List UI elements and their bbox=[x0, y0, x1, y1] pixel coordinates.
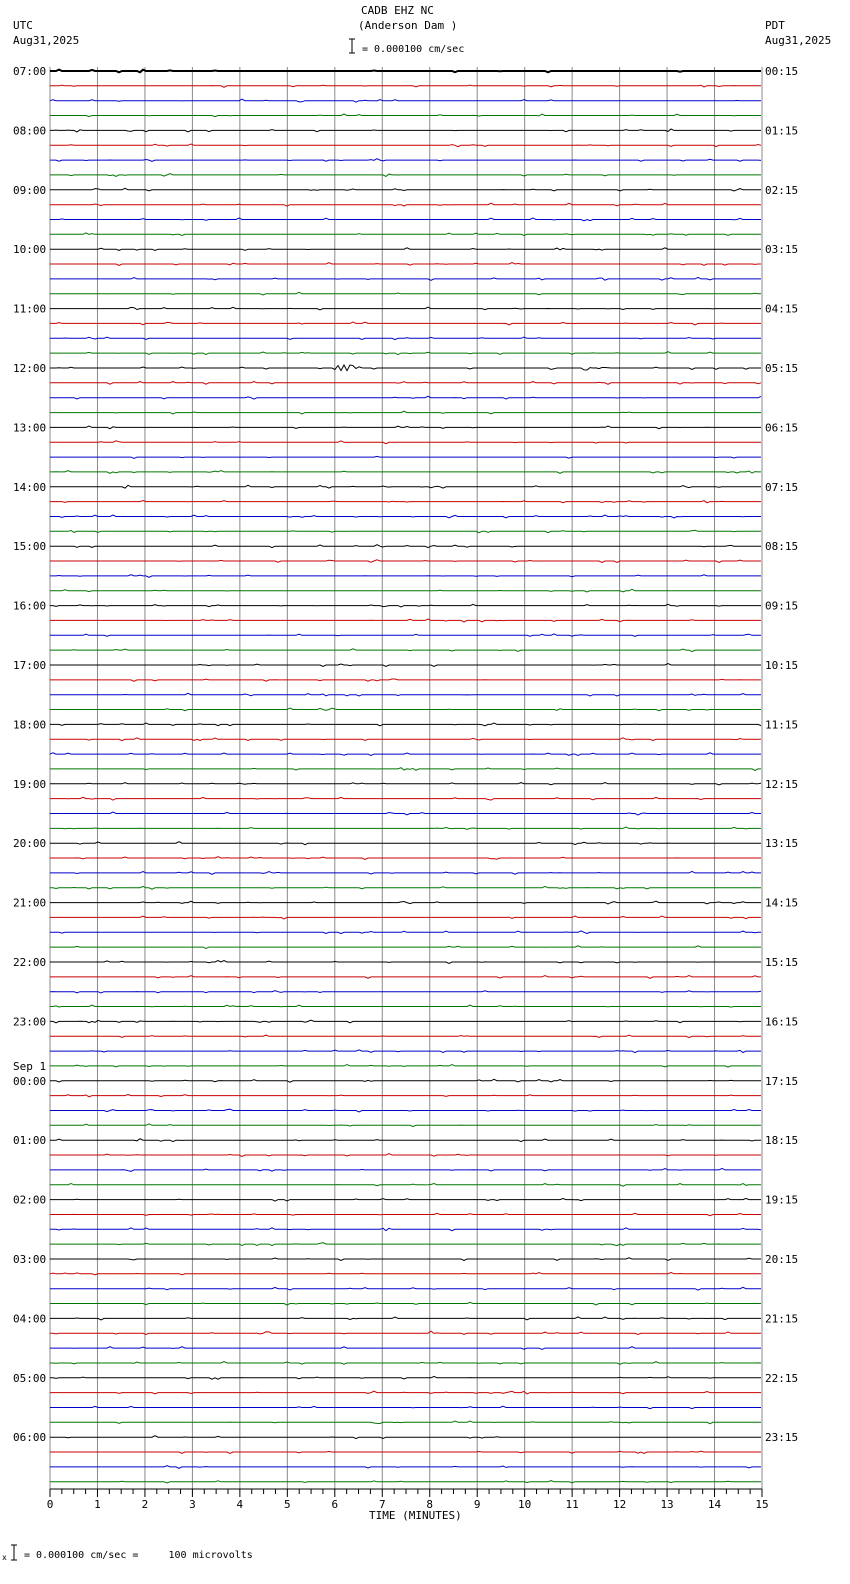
hour-label-pdt: 00:15 bbox=[765, 65, 799, 78]
trace-row bbox=[50, 307, 761, 310]
trace-row bbox=[50, 1347, 761, 1350]
hour-label-pdt: 09:15 bbox=[765, 599, 799, 613]
trace-row bbox=[50, 1436, 761, 1439]
hour-label-utc: 03:00 bbox=[13, 1253, 47, 1266]
trace-row bbox=[50, 1406, 761, 1409]
trace-row bbox=[50, 277, 761, 280]
trace-row bbox=[50, 1005, 761, 1007]
pdt-label: PDT bbox=[765, 19, 785, 32]
trace-row bbox=[50, 1391, 761, 1394]
trace-row bbox=[50, 649, 761, 652]
trace-row bbox=[50, 114, 761, 117]
trace-row bbox=[50, 382, 761, 385]
hour-label-utc: 05:00 bbox=[13, 1371, 47, 1385]
footer-marker: x bbox=[2, 1553, 7, 1562]
trace-row bbox=[50, 545, 761, 548]
trace-row bbox=[50, 797, 761, 800]
hour-label-pdt: 14:15 bbox=[765, 896, 799, 910]
trace-row bbox=[50, 1317, 761, 1320]
trace-row bbox=[50, 1376, 761, 1379]
hour-label-pdt: 05:15 bbox=[765, 362, 799, 375]
trace-row bbox=[50, 604, 761, 607]
hour-label-pdt: 22:15 bbox=[765, 1371, 799, 1385]
hour-label-utc: 19:00 bbox=[13, 777, 47, 791]
hour-label-utc: 10:00 bbox=[13, 243, 47, 257]
hour-label-utc: 22:00 bbox=[13, 956, 47, 969]
trace-row bbox=[50, 485, 761, 488]
x-tick-label: 2 bbox=[141, 1498, 149, 1511]
trace-row bbox=[50, 1481, 761, 1483]
trace-row bbox=[50, 886, 761, 889]
trace-row bbox=[50, 991, 761, 993]
trace-row bbox=[50, 931, 761, 934]
x-tick-label: 5 bbox=[284, 1498, 291, 1511]
hour-label-utc: 21:00 bbox=[13, 896, 47, 910]
footer-scale-bar-icon bbox=[10, 1544, 18, 1562]
trace-row bbox=[50, 1020, 761, 1023]
hour-label-utc: 20:00 bbox=[13, 837, 47, 851]
pdt-date: Aug31,2025 bbox=[765, 34, 832, 47]
trace-row bbox=[50, 753, 761, 756]
trace-row bbox=[50, 233, 761, 236]
trace-row bbox=[50, 1198, 761, 1201]
hour-label-pdt: 12:15 bbox=[765, 777, 799, 791]
x-tick-label: 14 bbox=[707, 1498, 722, 1511]
footer-scale-note: = 0.000100 cm/sec = 100 microvolts bbox=[24, 1550, 253, 1561]
hour-label-utc: 04:00 bbox=[13, 1312, 47, 1326]
x-tick-label: 13 bbox=[660, 1498, 674, 1511]
trace-row bbox=[50, 842, 761, 845]
hour-label-pdt: 08:15 bbox=[765, 540, 799, 554]
hour-label-pdt: 20:15 bbox=[765, 1253, 799, 1266]
hour-label-pdt: 10:15 bbox=[765, 659, 799, 672]
trace-row bbox=[50, 723, 761, 726]
trace-row bbox=[50, 188, 761, 191]
hour-label-pdt: 19:15 bbox=[765, 1193, 799, 1207]
trace-row bbox=[50, 159, 761, 162]
trace-row bbox=[50, 396, 761, 399]
hour-label-utc: 00:00 bbox=[13, 1074, 47, 1088]
trace-row bbox=[50, 1243, 761, 1246]
trace-row bbox=[50, 203, 761, 206]
x-tick-label: 9 bbox=[473, 1498, 481, 1511]
trace-row bbox=[50, 589, 761, 592]
trace-row bbox=[50, 575, 761, 578]
trace-row bbox=[50, 857, 761, 860]
trace-row bbox=[50, 1272, 761, 1274]
hour-label-utc: 09:00 bbox=[13, 183, 47, 197]
hour-label-pdt: 04:15 bbox=[765, 302, 799, 316]
hour-label-utc: 08:00 bbox=[13, 124, 47, 138]
hour-label-pdt: 01:15 bbox=[765, 124, 799, 138]
day-change-label: Sep 1 bbox=[13, 1059, 47, 1073]
trace-row bbox=[50, 501, 761, 503]
hour-label-utc: 12:00 bbox=[13, 362, 47, 375]
x-tick-label: 1 bbox=[94, 1498, 101, 1511]
trace-row bbox=[50, 1287, 761, 1290]
x-tick-label: 8 bbox=[426, 1498, 434, 1511]
trace-row bbox=[50, 812, 761, 815]
trace-row bbox=[50, 976, 761, 979]
trace-row bbox=[50, 1168, 761, 1171]
trace-row bbox=[50, 263, 761, 266]
hour-label-pdt: 15:15 bbox=[765, 956, 799, 969]
hour-label-pdt: 23:15 bbox=[765, 1431, 799, 1445]
x-tick-label: 3 bbox=[189, 1498, 196, 1511]
hour-label-pdt: 03:15 bbox=[765, 243, 799, 257]
trace-row bbox=[50, 99, 761, 102]
trace-row bbox=[50, 352, 761, 355]
hour-label-utc: 11:00 bbox=[13, 302, 47, 316]
hour-label-pdt: 18:15 bbox=[765, 1134, 799, 1148]
trace-row bbox=[50, 218, 761, 221]
hour-label-utc: 18:00 bbox=[13, 718, 47, 732]
trace-row bbox=[50, 530, 761, 532]
x-tick-label: 12 bbox=[612, 1498, 627, 1511]
trace-row bbox=[50, 1095, 761, 1097]
x-tick-label: 10 bbox=[518, 1498, 532, 1511]
trace-row bbox=[50, 174, 761, 177]
trace-row bbox=[50, 738, 761, 741]
trace-row bbox=[50, 248, 761, 251]
trace-row bbox=[50, 679, 761, 681]
trace-row bbox=[50, 1331, 761, 1334]
trace-row bbox=[50, 1050, 761, 1053]
trace-row bbox=[50, 961, 761, 964]
trace-row bbox=[50, 1035, 761, 1038]
trace-row bbox=[50, 1154, 761, 1157]
trace-row bbox=[50, 1302, 761, 1305]
trace-row bbox=[50, 322, 761, 325]
hour-label-utc: 06:00 bbox=[13, 1431, 47, 1445]
trace-row bbox=[50, 1258, 761, 1261]
trace-row bbox=[50, 337, 761, 339]
x-tick-label: 0 bbox=[46, 1498, 54, 1511]
trace-row bbox=[50, 916, 761, 919]
trace-row bbox=[50, 441, 761, 444]
trace-row bbox=[50, 901, 761, 904]
trace-row bbox=[50, 634, 761, 636]
trace-row bbox=[50, 560, 761, 563]
trace-row bbox=[50, 664, 761, 667]
hour-label-utc: 07:00 bbox=[13, 65, 47, 78]
trace-row bbox=[50, 515, 761, 518]
hour-label-pdt: 16:15 bbox=[765, 1015, 799, 1029]
trace-row bbox=[50, 1228, 761, 1231]
trace-row bbox=[50, 1109, 761, 1112]
trace-row bbox=[50, 1213, 761, 1215]
trace-row bbox=[50, 946, 761, 949]
hour-label-utc: 01:00 bbox=[13, 1134, 47, 1148]
trace-row bbox=[50, 1184, 761, 1187]
hour-label-pdt: 17:15 bbox=[765, 1074, 799, 1088]
trace-row bbox=[50, 85, 761, 87]
x-tick-label: 11 bbox=[565, 1498, 579, 1511]
hour-label-utc: 14:00 bbox=[13, 480, 47, 494]
trace-row bbox=[50, 144, 761, 147]
hour-label-pdt: 11:15 bbox=[765, 718, 799, 732]
hour-label-pdt: 02:15 bbox=[765, 183, 799, 197]
station-title: CADB EHZ NC bbox=[361, 4, 434, 17]
hour-label-pdt: 13:15 bbox=[765, 837, 799, 851]
trace-row bbox=[50, 783, 761, 785]
scale-label: = 0.000100 cm/sec bbox=[362, 44, 465, 55]
hour-label-pdt: 07:15 bbox=[765, 480, 799, 494]
trace-row bbox=[50, 768, 761, 771]
hour-label-pdt: 06:15 bbox=[765, 421, 799, 435]
trace-row bbox=[50, 70, 761, 73]
trace-row bbox=[50, 1065, 761, 1068]
hour-label-utc: 15:00 bbox=[13, 540, 47, 554]
trace-row bbox=[50, 1362, 761, 1365]
trace-row bbox=[50, 1421, 761, 1424]
trace-row bbox=[50, 471, 761, 474]
trace-row bbox=[50, 411, 761, 414]
trace-row bbox=[50, 871, 761, 874]
x-tick-label: 6 bbox=[331, 1498, 339, 1511]
trace-row bbox=[50, 1079, 761, 1082]
x-tick-label: 15 bbox=[755, 1498, 769, 1511]
hour-label-utc: 23:00 bbox=[13, 1015, 47, 1029]
trace-row bbox=[50, 365, 761, 371]
trace-row bbox=[50, 129, 761, 132]
utc-label: UTC bbox=[13, 19, 33, 32]
trace-row bbox=[50, 1124, 761, 1127]
trace-row bbox=[50, 1139, 761, 1142]
hour-label-utc: 17:00 bbox=[13, 659, 47, 672]
x-tick-label: 7 bbox=[378, 1498, 386, 1511]
hour-label-pdt: 21:15 bbox=[765, 1312, 799, 1326]
trace-row bbox=[50, 292, 761, 295]
hour-label-utc: 13:00 bbox=[13, 421, 47, 435]
x-tick-label: 4 bbox=[236, 1498, 244, 1511]
hour-label-utc: 16:00 bbox=[13, 599, 47, 613]
trace-row bbox=[50, 619, 761, 622]
trace-row bbox=[50, 1451, 761, 1453]
trace-row bbox=[50, 456, 761, 458]
hour-label-utc: 02:00 bbox=[13, 1193, 47, 1207]
trace-row bbox=[50, 426, 761, 429]
x-axis-label: TIME (MINUTES) bbox=[369, 1509, 462, 1522]
trace-row bbox=[50, 1466, 761, 1469]
trace-row bbox=[50, 693, 761, 696]
trace-row bbox=[50, 708, 761, 711]
site-name: (Anderson Dam ) bbox=[358, 19, 458, 32]
utc-date: Aug31,2025 bbox=[13, 34, 80, 47]
trace-row bbox=[50, 827, 761, 829]
